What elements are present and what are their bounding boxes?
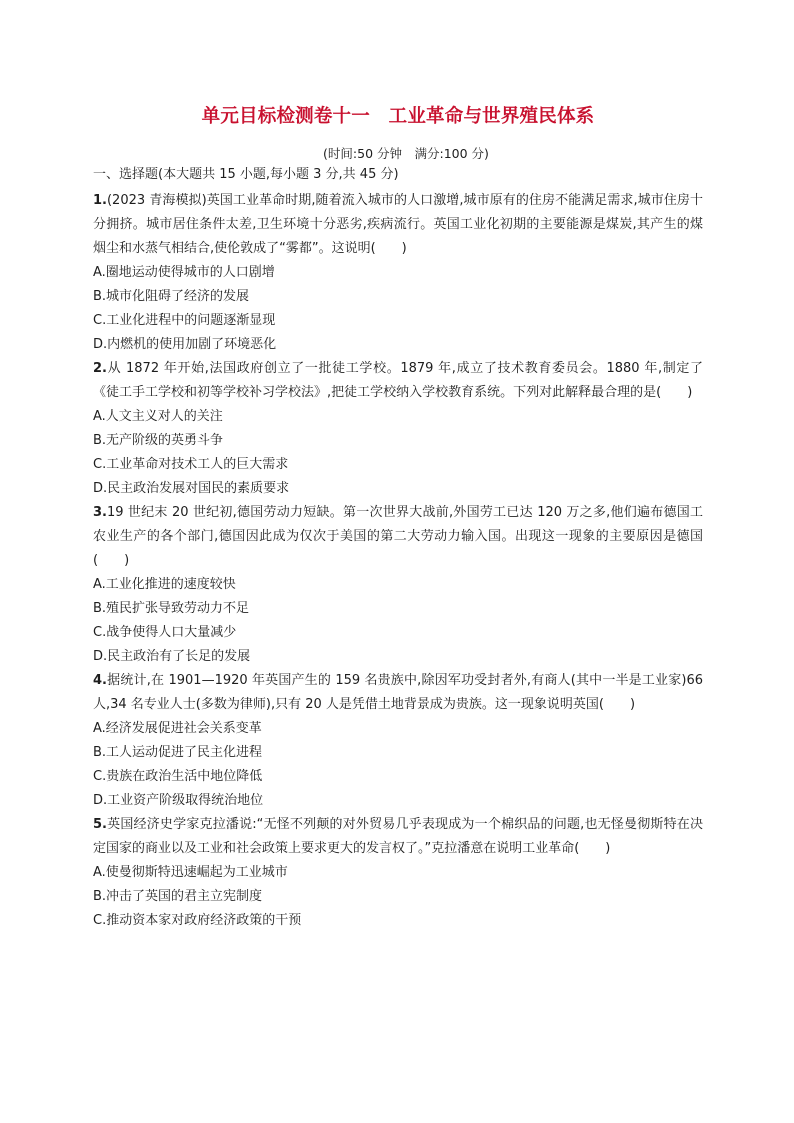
option-d: D.工业资产阶级取得统治地位 [93, 793, 264, 808]
question-stem [93, 189, 703, 261]
question-number: 3. [93, 505, 107, 520]
option-c: C.工业化进程中的问题逐渐显现 [93, 313, 276, 328]
exam-page [93, 104, 743, 933]
option-c: C.战争使得人口大量减少 [93, 625, 237, 640]
option-b: B.冲击了英国的君主立宪制度 [93, 889, 263, 904]
question-4 [93, 669, 703, 813]
question-stem [93, 813, 703, 861]
question-number: 1. [93, 193, 107, 208]
question-text: 据统计,在 1901—1920 年英国产生的 159 名贵族中,除因军功受封者外,有商人(其中一半是工业家)66 人,34 名专业人士(多数为律师),只有 20 人是凭借土地背景成为贵族。这一现象说明英国( ) [93, 673, 703, 712]
question-number: 2. [93, 361, 107, 376]
question-stem [93, 501, 743, 573]
option-a: A.工业化推进的速度较快 [93, 577, 236, 592]
option-a: A.经济发展促进社会关系变革 [93, 721, 262, 736]
option-d: D.民主政治有了长足的发展 [93, 649, 251, 664]
question-2 [93, 357, 703, 501]
option-b: B.殖民扩张导致劳动力不足 [93, 601, 250, 616]
question-3 [93, 501, 743, 669]
question-text: (2023 青海模拟)英国工业革命时期,随着流入城市的人口激增,城市原有的住房不能满足需求,城市住房十分拥挤。城市居住条件太差,卫生环境十分恶劣,疾病流行。英国工业化初期的主要能源是煤炭,其产生的煤烟尘和水蒸气相结合,使伦敦成了“雾都”。这说明( ) [93, 193, 703, 256]
option-d: D.内燃机的使用加剧了环境恶化 [93, 337, 277, 352]
question-number: 4. [93, 673, 107, 688]
option-b: B.无产阶级的英勇斗争 [93, 433, 224, 448]
question-stem [93, 669, 703, 717]
page-title: 单元目标检测卷十一 工业革命与世界殖民体系 [201, 106, 595, 127]
option-c: C.贵族在政治生活中地位降低 [93, 769, 263, 784]
exam-meta: (时间:50 分钟 满分:100 分) [323, 146, 489, 161]
option-a: A.圈地运动使得城市的人口剧增 [93, 265, 275, 280]
option-b: B.城市化阻碍了经济的发展 [93, 289, 250, 304]
question-5 [93, 813, 703, 933]
option-d: D.民主政治发展对国民的素质要求 [93, 481, 290, 496]
option-b: B.工人运动促进了民主化进程 [93, 745, 263, 760]
option-c: C.推动资本家对政府经济政策的干预 [93, 913, 302, 928]
question-text: 从 1872 年开始,法国政府创立了一批徒工学校。1879 年,成立了技术教育委员会。1880 年,制定了《徒工手工学校和初等学校补习学校法》,把徒工学校纳入学校教育系统。下列对此解释最合理的是( ) [93, 361, 703, 400]
option-a: A.使曼彻斯特迅速崛起为工业城市 [93, 865, 288, 880]
question-stem [93, 357, 703, 405]
question-text: 19 世纪末 20 世纪初,德国劳动力短缺。第一次世界大战前,外国劳工已达 120 万之多,他们遍布德国工农业生产的各个部门,德国因此成为仅次于美国的第二大劳动力输入国。出现这一现象的主要原因是德国 ( ) [93, 505, 743, 568]
section-heading: 一、选择题(本大题共 15 小题,每小题 3 分,共 45 分) [93, 167, 399, 182]
option-c: C.工业革命对技术工人的巨大需求 [93, 457, 289, 472]
question-1 [93, 189, 703, 357]
question-text: 英国经济史学家克拉潘说:“无怪不列颠的对外贸易几乎表现成为一个棉织品的问题,也无怪曼彻斯特在决定国家的商业以及工业和社会政策上要求更大的发言权了。”克拉潘意在说明工业革命( ) [93, 817, 703, 856]
option-a: A.人文主义对人的关注 [93, 409, 223, 424]
question-number: 5. [93, 817, 107, 832]
